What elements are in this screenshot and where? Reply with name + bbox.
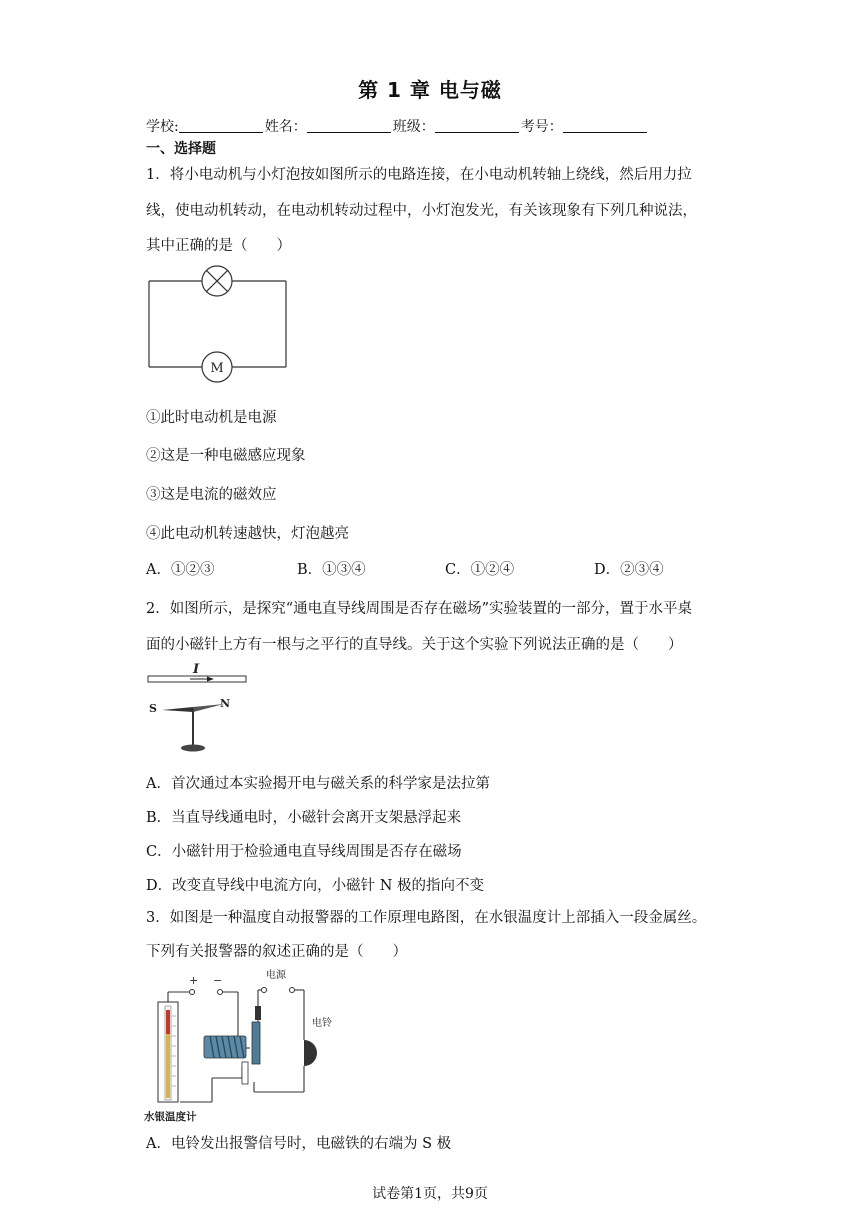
plus-label: + xyxy=(189,974,199,987)
q2-line-1: 2．如图所示，是探究“通电直导线周围是否存在磁场”实验装置的一部分，置于水平桌 xyxy=(146,601,693,617)
electromagnet-icon xyxy=(204,1036,246,1058)
student-info-line xyxy=(146,116,649,136)
q1-line-3: 其中正确的是（ ） xyxy=(146,238,291,254)
q1-option-d[interactable]: D．②③④ xyxy=(594,562,664,578)
q2-line-2: 面的小磁针上方有一根与之平行的直导线。关于这个实验下列说法正确的是（ ） xyxy=(146,637,683,653)
q1-statement-1: ①此时电动机是电源 xyxy=(146,410,277,426)
name-label: 姓名： xyxy=(264,119,307,135)
power-label: 电源 xyxy=(266,970,286,981)
class-label: 班级： xyxy=(392,119,435,135)
q2-compass-figure xyxy=(146,660,250,756)
thermometer-icon xyxy=(158,1002,178,1102)
q1-option-b[interactable]: B．①③④ xyxy=(297,562,366,578)
q1-statement-4: ④此电动机转速越快，灯泡越亮 xyxy=(146,526,349,542)
q2-option-c[interactable]: C．小磁针用于检验通电直导线周围是否存在磁场 xyxy=(146,844,462,860)
q3-line-1: 3．如图是一种温度自动报警器的工作原理电路图，在水银温度计上部插入一段金属丝。 xyxy=(146,910,707,926)
q3-option-a[interactable]: A．电铃发出报警信号时，电磁铁的右端为 S 极 xyxy=(146,1136,452,1152)
section-heading: 一、选择题 xyxy=(146,141,216,157)
q1-statement-2: ②这是一种电磁感应现象 xyxy=(146,448,306,464)
q1-statement-3: ③这是电流的磁效应 xyxy=(146,487,277,503)
exam-no-label: 考号： xyxy=(520,119,563,135)
current-label: I xyxy=(193,662,200,677)
q1-line-1: 1．将小电动机与小灯泡按如图所示的电路连接，在小电动机转轴上绕线，然后用力拉 xyxy=(146,167,692,183)
q1-line-2: 线，使电动机转动，在电动机转动过程中，小灯泡发光，有关该现象有下列几种说法， xyxy=(146,203,697,219)
class-blank[interactable] xyxy=(435,118,519,133)
q2-option-a[interactable]: A．首次通过本实验揭开电与磁关系的科学家是法拉第 xyxy=(146,776,490,792)
school-blank[interactable] xyxy=(179,118,263,133)
page-footer: 试卷第1页，共9页 xyxy=(372,1186,488,1202)
minus-label: − xyxy=(213,974,223,987)
compass-needle-icon xyxy=(162,704,224,752)
name-blank[interactable] xyxy=(307,118,391,133)
school-label: 学校: xyxy=(146,119,179,135)
page-title: 第 1 章 电与磁 xyxy=(358,78,502,102)
q1-circuit-figure xyxy=(146,262,292,384)
south-pole-label: S xyxy=(149,702,157,715)
exam-no-blank[interactable] xyxy=(563,118,647,133)
north-pole-label: N xyxy=(220,697,231,710)
thermometer-label: 水银温度计 xyxy=(144,1111,197,1123)
q3-line-2: 下列有关报警器的叙述正确的是（ ） xyxy=(146,944,407,960)
q2-option-b[interactable]: B．当直导线通电时，小磁针会离开支架悬浮起来 xyxy=(146,810,462,826)
bell-label: 电铃 xyxy=(312,1018,332,1029)
bell-icon xyxy=(304,1040,317,1066)
lamp-icon xyxy=(202,266,232,296)
q2-option-d[interactable]: D．改变直导线中电流方向，小磁针 N 极的指向不变 xyxy=(146,878,485,894)
q1-option-a[interactable]: A．①②③ xyxy=(146,562,215,578)
motor-label: M xyxy=(210,361,224,376)
q1-option-c[interactable]: C．①②④ xyxy=(445,562,515,578)
q3-alarm-circuit-figure xyxy=(144,966,334,1126)
motor-icon xyxy=(202,352,232,382)
